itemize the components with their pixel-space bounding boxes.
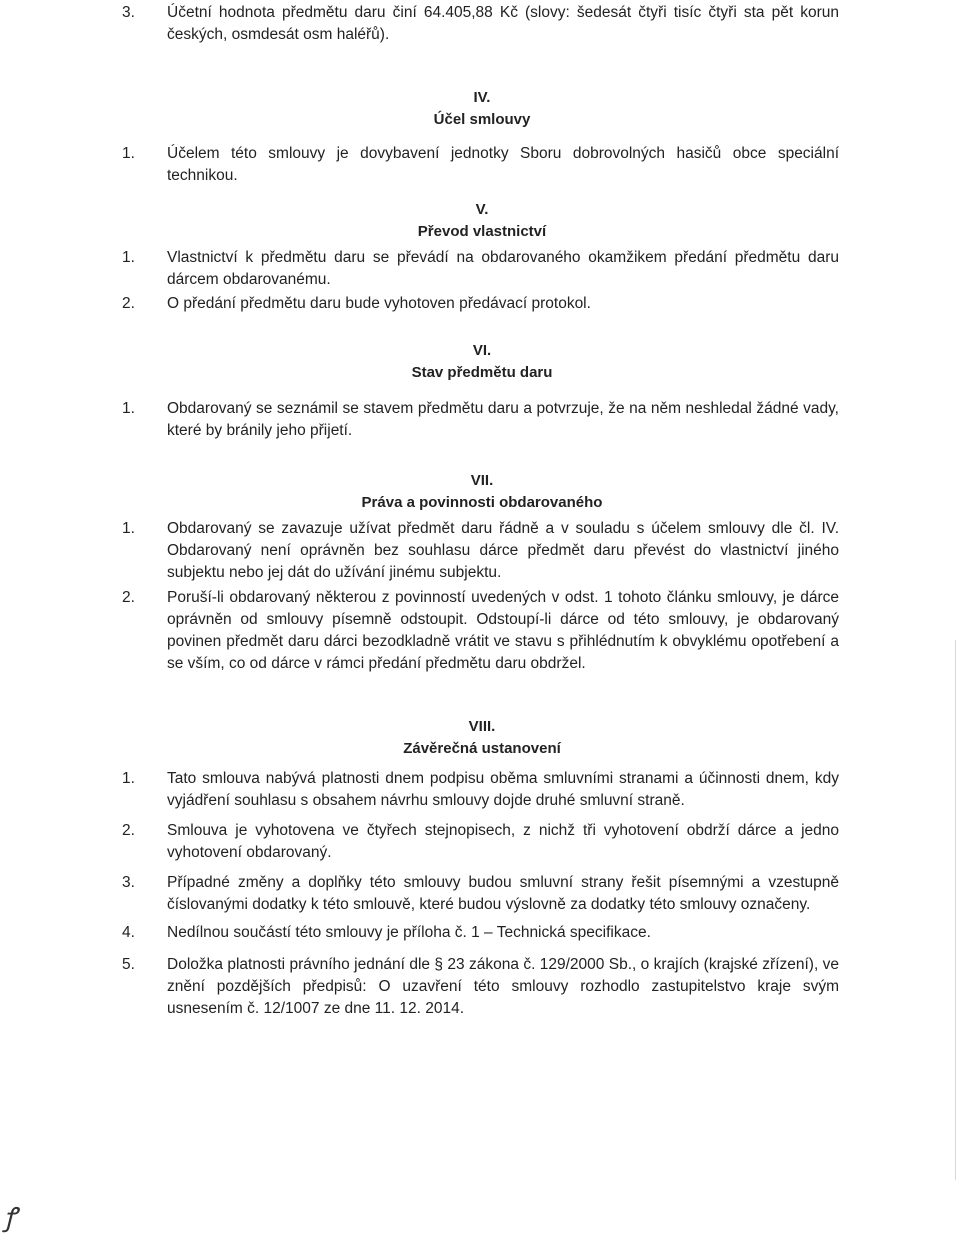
clause-number: 1. [122,520,135,537]
clause-number: 1. [122,145,135,162]
clause-text: Vlastnictví k předmětu daru se převádí na obdarovaného okamžikem předání předmětu daru dárcem obdarovanému. [167,249,839,288]
section-title: Účel smlouvy [433,111,531,128]
clause-number: 1. [122,400,135,417]
clause-number: 3. [122,874,135,891]
clause-text: Účetní hodnota předmětu daru činí 64.405,88 Kč (slovy: šedesát čtyři tisíc čtyři sta pět korun českých, osmdesát osm haléřů). [167,4,839,43]
section-number: VI. [472,342,492,359]
section-title: Závěrečná ustanovení [403,740,561,757]
clause-text: Obdarovaný se seznámil se stavem předmětu daru a potvrzuje, že na něm neshledal žádné vady, které by bránily jeho přijetí. [167,400,839,439]
section-viii-heading [122,716,842,760]
clause-number: 2. [122,589,135,606]
clause-text: Smlouva je vyhotovena ve čtyřech stejnopisech, z nichž tři vyhotovení obdrží dárce a jedno vyhotovení obdarovaný. [167,822,839,861]
clause-text: Případné změny a doplňky této smlouvy budou smluvní strany řešit písemnými a vzestupně číslovanými dodatky k této smlouvě, které budou výslovně za dodatky této smlouvy označeny. [167,874,839,913]
clause-number: 1. [122,770,135,787]
section-title: Stav předmětu daru [411,364,553,381]
section-vi-heading [122,340,842,384]
clause-number: 1. [122,249,135,266]
clause-text: Doložka platnosti právního jednání dle § 23 zákona č. 129/2000 Sb., o krajích (krajské zřízení), ve znění pozdějších předpisů: O uzavření této smlouvy rozhodlo zastupitelstvo kraje svým usnesením č. 12/1007 ze dne 11. 12. 2014. [167,956,839,1017]
clause-text: Tato smlouva nabývá platnosti dnem podpisu oběma smluvními stranami a účinnosti dnem, kdy vyjádření souhlasu s obsahem návrhu smlouvy dojde druhé smluvní straně. [167,770,839,809]
section-title: Práva a povinnosti obdarovaného [361,494,603,511]
clause-number: 2. [122,295,135,312]
clause-number: 3. [122,4,135,21]
section-number: V. [475,201,489,218]
clause-text: O předání předmětu daru bude vyhotoven předávací protokol. [167,295,591,312]
handwritten-initial-mark: ꝭ [4,1203,17,1233]
clause-text: Účelem této smlouvy je dovybavení jednotky Sboru dobrovolných hasičů obce speciální technikou. [167,145,839,184]
clause-number: 2. [122,822,135,839]
clause-text: Obdarovaný se zavazuje užívat předmět daru řádně a v souladu s účelem smlouvy dle čl. IV. Obdarovaný není oprávněn bez souhlasu dárce předmět daru převést do vlastnictví jiného subjektu nebo jej dát do užívání jinému subjektu. [167,520,839,581]
section-number: VII. [470,472,494,489]
section-title: Převod vlastnictví [417,223,547,240]
section-number: VIII. [468,718,496,735]
clause-number: 5. [122,956,135,973]
section-number: IV. [473,89,491,106]
section-iv-heading [122,87,842,131]
clause-text: Poruší-li obdarovaný některou z povinností uvedených v odst. 1 tohoto článku smlouvy, je dárce oprávněn od smlouvy písemně odstoupit. Odstoupí-li dárce od této smlouvy, je obdarovaný povinen předmět daru dárci bezodkladně vrátit ve stavu s přihlédnutím k obvyklému opotřebení a se vším, co od dárce v rámci předání předmětu daru obdržel. [167,589,839,672]
scan-edge-line [955,640,956,1180]
section-vii-heading [122,470,842,514]
clause-text: Nedílnou součástí této smlouvy je příloha č. 1 – Technická specifikace. [167,924,651,941]
section-v-heading [122,199,842,243]
clause-number: 4. [122,924,135,941]
